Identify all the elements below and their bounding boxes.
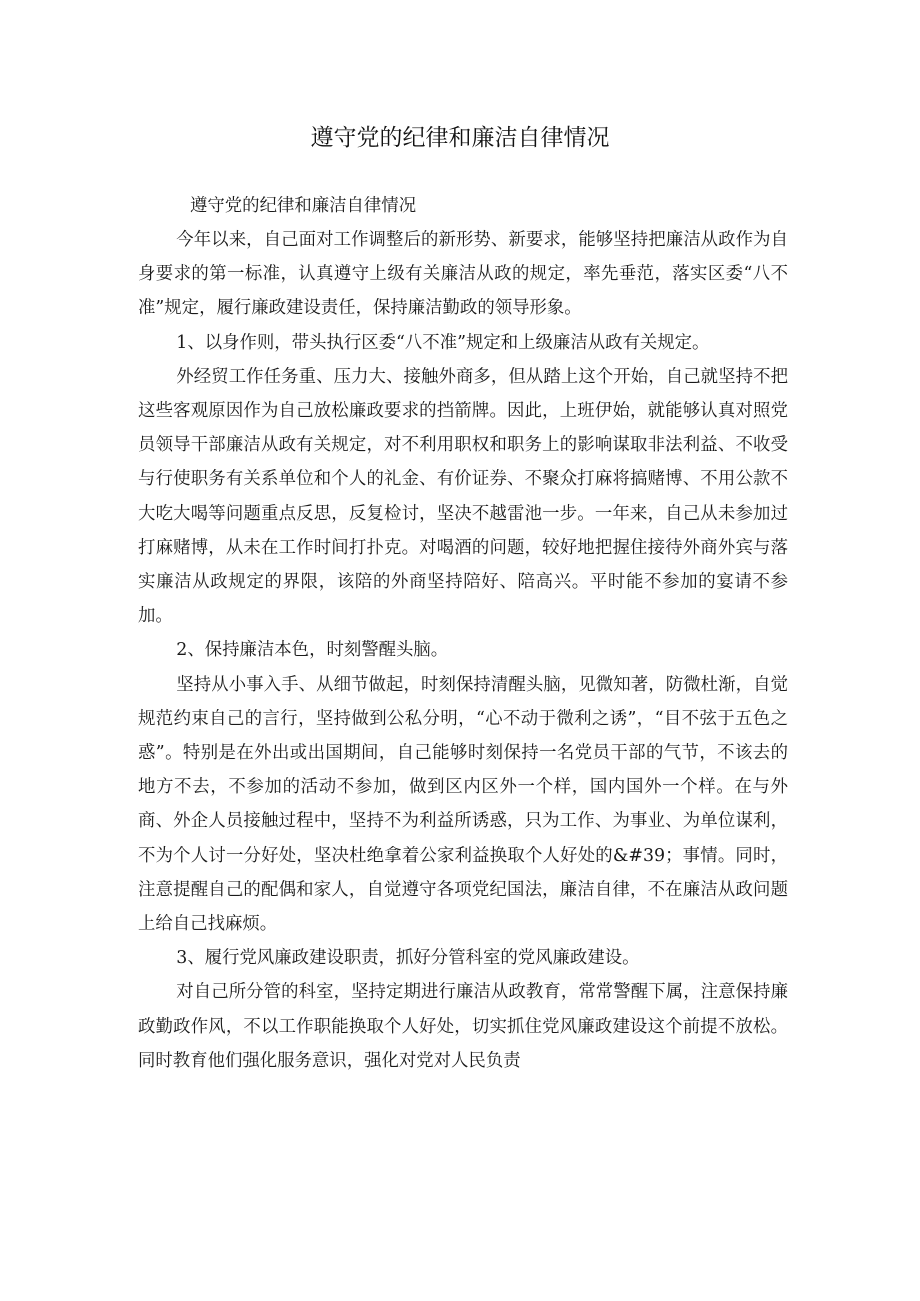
paragraph-section-1: 外经贸工作任务重、压力大、接触外商多，但从踏上这个开始，自己就坚持不把这些客观原因作为自己放松廉政要求的挡箭牌。因此，上班伊始，就能够认真对照党员领导干部廉洁从政有关规定，对不利用职权和职务上的影响谋取非法利益、不收受与行使职务有关系单位和个人的礼金、有价证券、不聚众打麻将搞赌博、不用公款不大吃大喝等问题重点反思，反复检讨，坚决不越雷池一步。一年来，自己从未参加过打麻赌博，从未在工作时间打扑克。对喝酒的问题，较好地把握住接待外商外宾与落实廉洁从政规定的界限，该陪的外商坚持陪好、陪高兴。平时能不参加的宴请不参加。 <box>138 366 788 627</box>
paragraph-section-3: 对自己所分管的科室，坚持定期进行廉洁从政教育，常常警醒下属，注意保持廉政勤政作风，不以工作职能换取个人好处，切实抓住党风廉政建设这个前提不放松。同时教育他们强化服务意识，强化对党对人民负责 <box>138 982 788 1071</box>
section-heading-1: 1、以身作则，带头执行区委“八不准”规定和上级廉洁从政有关规定。 <box>176 332 710 353</box>
section-heading-3: 3、履行党风廉政建设职责，抓好分管科室的党风廉政建设。 <box>176 948 640 969</box>
document-title: 遵守党的纪律和廉洁自律情况 <box>310 125 610 151</box>
paragraph-intro: 今年以来，自己面对工作调整后的新形势、新要求，能够坚持把廉洁从政作为自身要求的第一标准，认真遵守上级有关廉洁从政的规定，率先垂范，落实区委“八不准”规定，履行廉政建设责任，保持廉洁勤政的领导形象。 <box>138 230 788 319</box>
document-body <box>138 189 788 1078</box>
section-heading-2: 2、保持廉洁本色，时刻警醒头脑。 <box>176 640 449 661</box>
document-subtitle: 遵守党的纪律和廉洁自律情况 <box>190 196 417 216</box>
paragraph-section-2: 坚持从小事入手、从细节做起，时刻保持清醒头脑，见微知著，防微杜渐，自觉规范约束自己的言行，坚持做到公私分明，“心不动于微利之诱”，“目不弦于五色之惑”。特别是在外出或出国期间，自己能够时刻保持一名党员干部的气节，不该去的地方不去，不参加的活动不参加，做到区内区外一个样，国内国外一个样。在与外商、外企人员接触过程中，坚持不为利益所诱惑，只为工作、为事业、为单位谋利，不为个人讨一分好处，坚决杜绝拿着公家利益换取个人好处的&#39；事情。同时，注意提醒自己的配偶和家人，自觉遵守各项党纪国法，廉洁自律，不在廉洁从政问题上给自己找麻烦。 <box>138 674 788 935</box>
